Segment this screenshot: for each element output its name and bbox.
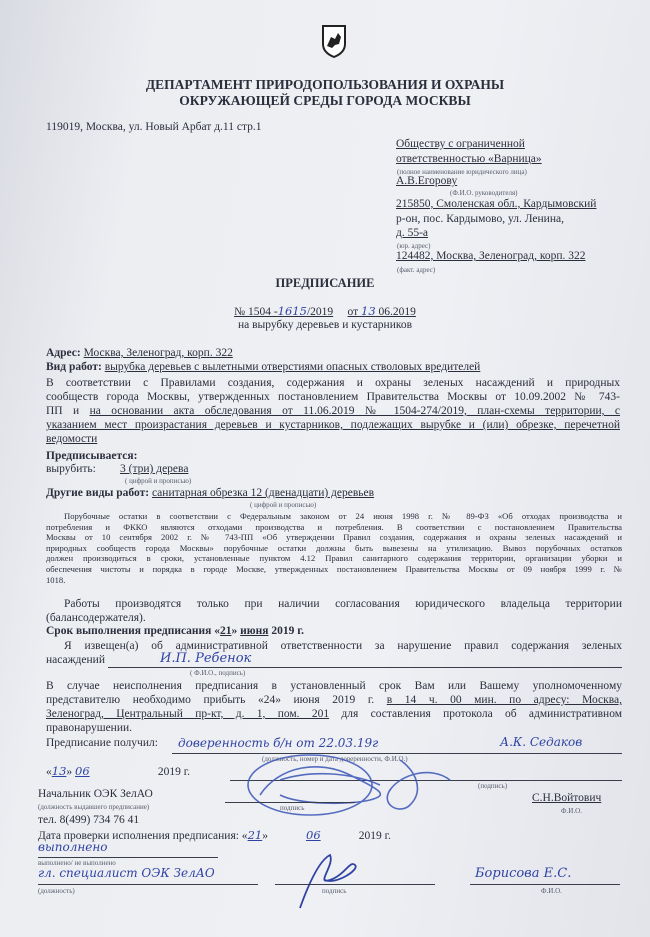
result-handwritten: выполнено	[38, 840, 108, 854]
text-line: потребления и ФККО являются отходами производства и потребления. В соответствии с постановлением Правительства	[46, 521, 622, 532]
received-month: 06	[75, 764, 90, 778]
caption: Ф.И.О.	[541, 887, 562, 895]
text-line: указанием мест произрастания деревьев и кустарников, подлежащих вырубке и (или) обрезке, перечетной	[46, 419, 620, 431]
other-works-label: Другие виды работ:	[46, 487, 150, 499]
cut-value: 3 (три) дерева	[120, 463, 189, 475]
document-title: ПРЕДПИСАНИЕ	[275, 276, 375, 290]
address-label: Адрес:	[46, 347, 81, 359]
caption: (подпись)	[478, 782, 508, 790]
date-rest: 06.2019	[378, 306, 416, 318]
caption: подпись	[280, 804, 305, 812]
other-works-value: санитарная обрезка 12 (двенадцати) деревьев	[151, 487, 375, 499]
caption: (должность выдавшего предписание)	[38, 803, 150, 811]
text-line: представителю необходимо прибыть	[46, 694, 246, 706]
address-value: Москва, Зеленоград, корп. 322	[83, 347, 233, 359]
day-handwritten: 13	[361, 304, 376, 318]
text-line: обеспечения чистоты и порядка в городе Москве, утвержденных постановлением Правительства Москвы от 09 ноября 1999 г. №	[46, 563, 622, 574]
text-line: Порубочные остатки в соответствии с Федеральным законом от 24 июня 1998 г. № 89-ФЗ «Об отходах производства и	[64, 511, 622, 521]
recipient-org: ответственностью «Варница»	[396, 153, 542, 165]
caption: (Ф.И.О. руководителя)	[450, 189, 518, 197]
number-handwritten: 1615	[277, 304, 307, 318]
caption: выполнено/ не выполнено	[38, 859, 116, 867]
check-day: 21	[247, 828, 263, 842]
informed-signature: И.П. Ребенок	[160, 651, 252, 666]
caption: (факт. адрес)	[397, 266, 436, 274]
received-label: Предписание получил:	[46, 737, 158, 749]
address-row	[46, 347, 233, 359]
other-works-row	[46, 487, 374, 499]
recipient-org: Обществу с ограниченной	[396, 138, 525, 150]
residues-paragraph	[46, 511, 622, 585]
text-line: ПП и	[46, 405, 80, 417]
received-year: 2019 г.	[157, 766, 191, 778]
text-line: природных сообществ города Москвы» порубочные остатки должны быть вывезены на утилизацию. Вывоз порубочных остатков	[46, 542, 622, 553]
appear-address: в 14 ч. 00 мин. по адресу: Москва,	[386, 694, 623, 706]
received-date: «13» 06 2019 г.	[46, 764, 191, 778]
received-handwritten: доверенность б/н от 22.03.19г	[178, 736, 379, 750]
text-line: должен производиться в сроки, установленные пунктом 4.12 Правил санитарного содержания территории, организации уборки и	[46, 553, 622, 564]
caption: (юр. адрес)	[397, 242, 431, 250]
caption: Ф.И.О.	[561, 807, 582, 815]
check-date: Дата проверки исполнения предписания: «21» 06 2019 г.	[38, 828, 391, 842]
chief-position: Начальник ОЭК ЗелАО	[38, 788, 153, 800]
text-line: Москвы от 10 сентября 2002 г. № 743-ПП «Об утверждении Правил создания, содержания и охраны зеленых насаждений и	[46, 532, 622, 543]
deadline-month: июня	[240, 625, 269, 637]
caption: ( цифрой и прописью)	[250, 501, 317, 509]
actual-address: 124482, Москва, Зеленоград, корп. 322	[396, 250, 586, 262]
document-number	[0, 304, 650, 318]
text-line: правонарушении.	[46, 722, 133, 734]
deadline	[46, 625, 304, 637]
deadline-year: 2019 г.	[268, 625, 304, 637]
work-type-label: Вид работ:	[46, 361, 102, 373]
number-prefix: № 1504 -	[234, 306, 278, 318]
informed-paragraph	[46, 639, 622, 667]
text-line: В соответствии с Правилами создания, содержания и охраны зеленых насаждений и природных	[46, 377, 620, 389]
department-name-line2: ОКРУЖАЮЩЕЙ СРЕДЫ ГОРОДА МОСКВЫ	[179, 93, 471, 108]
legal-address: 215850, Смоленская обл., Кардымовский	[396, 198, 597, 210]
caption: подпись	[322, 887, 347, 895]
check-label: Дата проверки исполнения предписания: «	[38, 830, 248, 842]
text-line: Работы производятся только при наличии согласования юридического владельца территории	[64, 598, 622, 610]
number-year: /2019	[306, 306, 334, 318]
text-line: для составления протокола об административном	[341, 708, 623, 720]
text-line: 1018.	[46, 574, 66, 585]
moscow-coat-of-arms-icon	[321, 24, 347, 58]
text-line: В случае неисполнения предписания в установленный срок Вам или Вашему уполномоченному	[46, 680, 622, 692]
caption: (должность)	[38, 887, 75, 895]
department-address: 119019, Москва, ул. Новый Арбат д.11 стр.1	[46, 121, 262, 133]
deadline-text: Срок выполнения предписания «	[46, 625, 221, 637]
recipient-head: А.В.Егорову	[396, 175, 458, 187]
received-name-handwritten: А.К. Седаков	[500, 735, 583, 749]
caption: (полное наименование юридического лица)	[397, 168, 527, 176]
text-line: насаждений	[46, 654, 105, 666]
stamp-signature-icon	[230, 740, 490, 820]
text-line: Я извещен(а) об административной ответственности за нарушение правил содержания зеленых	[64, 640, 622, 652]
failure-paragraph	[46, 679, 622, 735]
caption: (должность, номер и дата доверенности, Ф.И.О.)	[262, 755, 408, 763]
work-type-value: вырубка деревьев с вылетными отверстиями опасных стволовых вредителей	[104, 361, 481, 373]
received-day: 13	[51, 764, 67, 778]
deadline-day: 21	[220, 625, 232, 637]
work-type-row	[46, 361, 480, 373]
inspector-name-handwritten: Борисова Е.С.	[475, 866, 572, 881]
document-subtitle: на вырубку деревьев и кустарников	[237, 319, 413, 331]
appear-address: Зеленоград, Центральный пр-кт, д. 1, пом. 201	[46, 708, 330, 720]
text-line: (балансодержателя).	[46, 612, 146, 624]
phone: тел. 8(499) 734 76 41	[38, 814, 140, 826]
prescribed-label: Предписывается:	[46, 450, 138, 462]
cut-label: вырубить:	[46, 463, 96, 475]
basis-paragraph	[46, 376, 620, 446]
caption: ( Ф.И.О., подпись)	[190, 669, 246, 677]
inspector-position-handwritten: гл. специалист ОЭК ЗелАО	[38, 866, 215, 880]
department-name-line1: ДЕПАРТАМЕНТ ПРИРОДОПОЛЬЗОВАНИЯ И ОХРАНЫ	[145, 77, 505, 92]
legal-address: д. 55-а	[396, 227, 429, 239]
text-line: на основании акта обследования от 11.06.2019 № 1504-274/2019, план-схемы территории, с	[89, 405, 621, 417]
check-month: 06	[306, 828, 321, 842]
inspector-signature-icon	[290, 850, 370, 910]
deadline-text: »	[231, 625, 241, 637]
text-line: сообществ города Москвы, утвержденных постановлением Правительства Москвы от 10.09.2002 № 743-	[46, 391, 620, 403]
chief-name: С.Н.Войтович	[532, 792, 602, 804]
legal-address: р-он, пос. Кардымово, ул. Ленина,	[396, 213, 564, 225]
from-label: от	[347, 306, 359, 318]
check-year: 2019 г.	[358, 830, 391, 842]
caption: ( цифрой и прописью)	[125, 477, 192, 485]
appear-date: «24» июня 2019 г.	[257, 694, 375, 706]
text-line: ведомости	[46, 433, 98, 445]
works-only-paragraph	[46, 597, 622, 625]
